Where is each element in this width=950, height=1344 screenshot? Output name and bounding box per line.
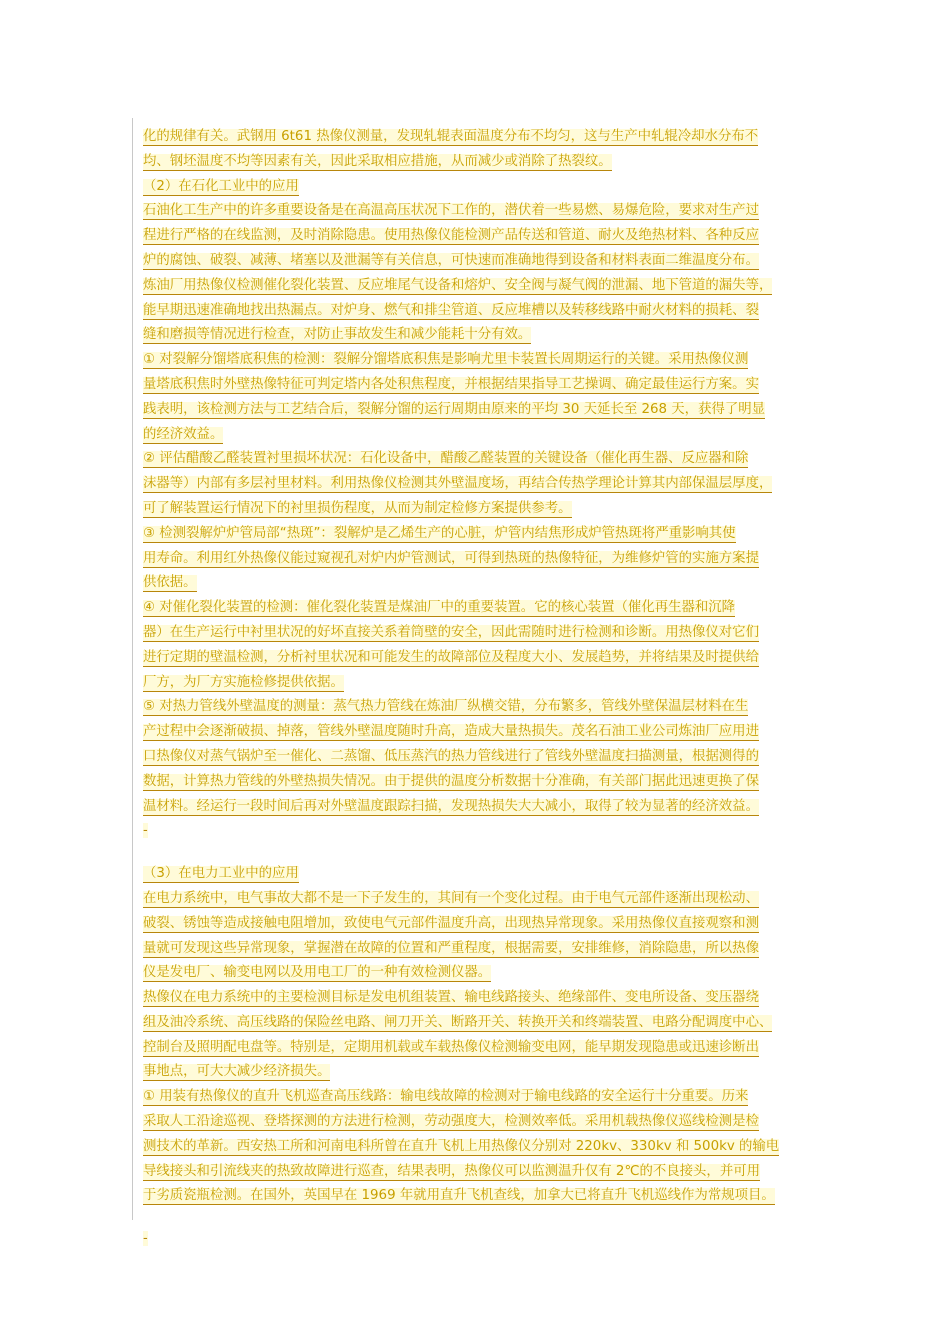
text-line: 化的规律有关。武钢用 6t61 热像仪测量，发现轧辊表面温度分布不均匀，这与生产中轧辊冷却水分布不 — [143, 129, 759, 144]
text-line: 在电力系统中，电气事故大都不是一下子发生的，其间有一个变化过程。由于电气元部件逐渐出现松动、 — [143, 890, 759, 906]
text-line: 进行定期的壁温检测，分析衬里状况和可能发生的故障部位及程度大小、发展趋势，并将结果及时提供给 — [143, 649, 759, 665]
text-line: 炉的腐蚀、破裂、减薄、堵塞以及泄漏等有关信息，可快速而准确地得到设备和材料表面二维温度分布。 — [143, 252, 759, 268]
section-power-body — [143, 887, 807, 1209]
text-line: 器）在生产运行中衬里状况的好坏直接关系着筒壁的安全，因此需随时进行检测和诊断。用热像仪对它们 — [143, 624, 759, 640]
text-line: 炼油厂用热像仪检测催化裂化装置、反应堆尾气设备和熔炉、安全阀与凝气阀的泄漏、地下管道的漏失等， — [143, 277, 773, 293]
text-line: 的经济效益。 — [143, 426, 224, 442]
text-line: 数据，计算热力管线的外壁热损失情况。由于提供的温度分析数据十分准确，有关部门据此迅速更换了保 — [143, 773, 759, 789]
text-line: 破裂、锈蚀等造成接触电阻增加，致使电气元部件温度升高，出现热异常现象。采用热像仪直接观察和测 — [143, 915, 759, 931]
text-line: 缝和磨损等情况进行检查，对防止事故发生和减少能耗十分有效。 — [143, 327, 532, 343]
text-line: 导线接头和引流线夹的热致故障进行巡查，结果表明，热像仪可以监测温升仅有 2℃的不良接头，并可用 — [143, 1163, 760, 1179]
text-line: ① 对裂解分馏塔底积焦的检测：裂解分馏塔底积焦是影响尤里卡装置长周期运行的关键。采用热像仪测 — [143, 352, 749, 368]
text-line: 控制台及照明配电盘等。特别是，定期用机载或车载热像仪检测输变电网，能早期发现隐患或迅速诊断出 — [143, 1039, 759, 1055]
page-margin-line — [132, 118, 133, 1220]
section-petrochemical-body — [143, 199, 807, 819]
text-line: 供依据。 — [143, 575, 197, 591]
text-line: 厂方，为厂方实施检修提供依据。 — [143, 674, 344, 690]
paragraph-mark: - — [143, 823, 148, 839]
text-line: 均、钢坯温度不均等因素有关，因此采取相应措施，从而减少或消除了热裂纹。 — [143, 153, 612, 169]
text-line: 能早期迅速准确地找出热漏点。对炉身、燃气和排尘管道、反应堆槽以及转移线路中耐火材料的损耗、裂 — [143, 302, 759, 318]
text-line: 采取人工沿途巡视、登塔探测的方法进行检测，劳动强度大，检测效率低。采用机载热像仪巡线检测是检 — [143, 1114, 759, 1130]
text-line: 事地点，可大大减少经济损失。 — [143, 1064, 331, 1080]
text-line: 测技术的革新。西安热工所和河南电科所曾在直升飞机上用热像仪分别对 220kv、330kv 和 500kv 的输电 — [143, 1138, 780, 1154]
text-line: 用寿命。利用红外热像仪能过窥视孔对炉内炉管测试，可得到热斑的热像特征，为维修炉管的实施方案提 — [143, 550, 759, 566]
text-line: 可了解装置运行情况下的衬里损伤程度，从而为制定检修方案提供参考。 — [143, 500, 572, 516]
section-heading-power: （3）在电力工业中的应用 — [143, 866, 299, 882]
text-line: 组及油冷系统、高压线路的保险丝电路、闸刀开关、断路开关、转换开关和终端装置、电路分配调度中心、 — [143, 1014, 773, 1030]
text-line: 量塔底积焦时外壁热像特征可判定塔内各处积焦程度，并根据结果指导工艺操调、确定最佳运行方案。实 — [143, 376, 759, 392]
text-line: 温材料。经运行一段时间后再对外壁温度跟踪扫描，发现热损失大大减小，取得了较为显著的经济效益。 — [143, 798, 759, 814]
text-line: 于劣质瓷瓶检测。在国外，英国早在 1969 年就用直升飞机查线，加拿大已将直升飞机巡线作为常规项目。 — [143, 1188, 775, 1204]
text-line: 热像仪在电力系统中的主要检测目标是发电机组装置、输电线路接头、绝缘部件、变电所设备、变压器绕 — [143, 990, 759, 1006]
section-steel-continued — [143, 125, 807, 175]
text-line: ② 评估醋酸乙醛装置衬里损坏状况：石化设备中，醋酸乙醛装置的关键设备（催化再生器、反应器和除 — [143, 451, 749, 467]
text-line: 仪是发电厂、输变电网以及用电工厂的一种有效检测仪器。 — [143, 965, 492, 981]
text-line: 践表明，该检测方法与工艺结合后，裂解分馏的运行周期由原来的平均 30 天延长至 268 天，获得了明显 — [143, 401, 766, 417]
text-line: ④ 对催化裂化装置的检测：催化裂化装置是煤油厂中的重要装置。它的核心装置（催化再生器和沉降 — [143, 600, 736, 616]
document-body — [143, 125, 807, 1252]
text-line: ① 用装有热像仪的直升飞机巡查高压线路：输电线故障的检测对于输电线路的安全运行十分重要。历来 — [143, 1089, 749, 1105]
section-heading-petrochemical: （2）在石化工业中的应用 — [143, 178, 299, 194]
paragraph-mark: - — [143, 1231, 148, 1247]
text-line: 石油化工生产中的许多重要设备是在高温高压状况下工作的，潜伏着一些易燃、易爆危险，要求对生产过 — [143, 203, 759, 219]
text-line: 量就可发现这些异常现象，掌握潜在故障的位置和严重程度，根据需要，安排维修，消除隐患，所以热像 — [143, 940, 759, 956]
text-line: ⑤ 对热力管线外壁温度的测量：蒸气热力管线在炼油厂纵横交错，分布繁多，管线外壁保温层材料在生 — [143, 699, 749, 715]
text-line: 产过程中会逐渐破损、掉落，管线外壁温度随时升高，造成大量热损失。茂名石油工业公司炼油厂应用进 — [143, 724, 759, 740]
text-line: 程进行严格的在线监测，及时消除隐患。使用热像仪能检测产品传送和管道、耐火及绝热材料、各种反应 — [143, 228, 759, 244]
text-line: 沫器等）内部有多层衬里材料。利用热像仪检测其外壁温度场，再结合传热学理论计算其内部保温层厚度， — [143, 476, 773, 492]
text-line: ③ 检测裂解炉炉管局部“热斑”：裂解炉是乙烯生产的心脏，炉管内结焦形成炉管热斑将严重影响其使 — [143, 525, 736, 541]
text-line: 口热像仪对蒸气锅炉至一催化、二蒸馏、低压蒸汽的热力管线进行了管线外壁温度扫描测量，根据测得的 — [143, 748, 759, 764]
